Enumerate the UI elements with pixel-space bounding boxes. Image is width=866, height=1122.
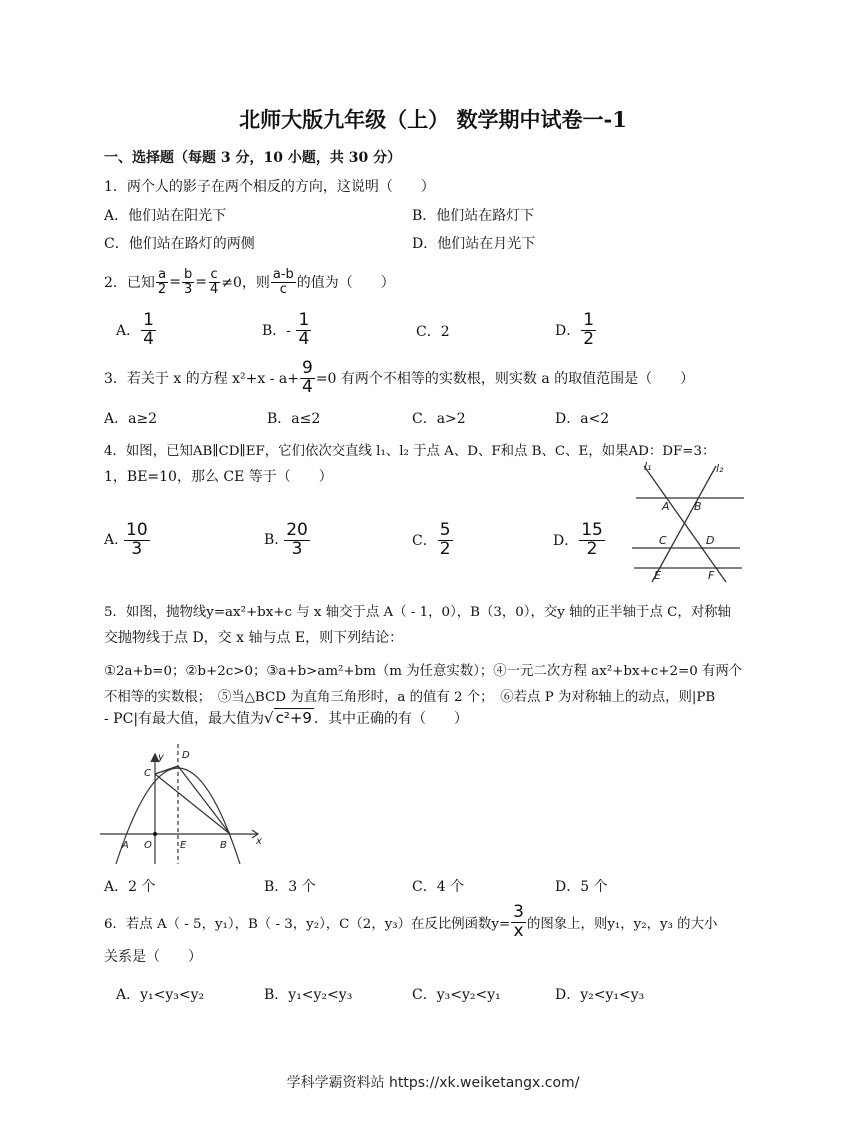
q2-frac-b3: $\frac{b}{3}$ [183,267,193,297]
segment-cd [155,766,178,774]
q6-stem-line1: 6．若点 A（ - 5，y₁），B（ - 3，y₂），C（2，y₃）在反比例函数y= $\frac{3}{x}$ 的图象上，则y₁，y₂，y₃ 的大小 [104,902,718,941]
svg-text:E: E [180,840,187,851]
svg-text:x: x [256,836,262,847]
q3-option-b: B．a≤2 [267,411,321,427]
q3-stem: 3．若关于 x 的方程 x²+x - a+ $\frac{9}{4}$ =0 有两个不相等的实数根，则实数 a 的取值范围是（ ） [104,358,695,397]
line-l1 [644,466,726,582]
q5-option-b: B．3 个 [264,879,316,895]
q5-option-a: A．2 个 [104,879,156,895]
q4-option-b: B. $\frac{20}{3}$ [264,520,308,559]
q3-option-c: C．a>2 [412,411,466,427]
segment-cb [155,774,230,834]
svg-text:A: A [122,840,129,851]
q2-frac-expr: $\frac{a-b}{c}$ [272,267,294,297]
svg-text:l₂: l₂ [716,462,724,475]
svg-text:B: B [694,500,702,513]
q2-option-a: A． $\frac{1}{4}$ [116,310,154,349]
q4-option-a: A. $\frac{10}{3}$ [104,520,148,559]
svg-text:l₁: l₁ [644,460,652,473]
q4-stem-line1: 4．如图，已知AB∥CD∥EF，它们依次交直线 l₁、l₂ 于点 A、D、F和点 B、C、E，如果AD：DF=3： [104,444,716,459]
q2-frac-a2: $\frac{a}{2}$ [157,267,167,297]
q1-option-a: A．他们站在阳光下 [104,208,227,224]
q4-option-c: C． $\frac{5}{2}$ [412,520,451,559]
sqrt-expression: √ c²+9 [264,709,312,727]
section-heading: 一、选择题（每题 3 分，10 小题，共 30 分） [104,150,402,166]
q5-option-d: D．5 个 [555,879,608,895]
q6-option-d: D．y₂<y₁<y₃ [555,987,645,1003]
q5-conclusions-line2: 不相等的实数根； ⑤当△BCD 为直角三角形时，a 的值有 2 个； ⑥若点 P 为对称轴上的动点，则|PB [104,690,716,705]
q3-option-a: A．a≥2 [104,411,158,427]
q1-stem: 1．两个人的影子在两个相反的方向，这说明（ ） [104,179,435,195]
q4-option-d: D． $\frac{15}{2}$ [553,520,603,559]
q4-parallel-lines-figure [632,458,747,584]
svg-text:A: A [662,500,670,513]
svg-text:O: O [144,840,152,851]
q6-option-b: B．y₁<y₂<y₃ [264,987,353,1003]
q5-stem-line1: 5．如图，抛物线y=ax²+bx+c 与 x 轴交于点 A（ - 1，0），B（3，0），交y 轴的正半轴于点 C，对称轴 [104,605,731,620]
q1-option-d: D．他们站在月光下 [412,236,536,252]
q5-stem-line2: 交抛物线于点 D，交 x 轴与点 E，则下列结论： [104,630,404,646]
q4-stem-line2: 1，BE=10，那么 CE 等于（ ） [104,469,333,485]
q3-option-d: D．a<2 [555,411,610,427]
q2-frac-c4: $\frac{c}{4}$ [209,267,219,297]
svg-text:C: C [659,534,667,547]
svg-text:D: D [182,750,190,761]
q6-option-a: A．y₁<y₃<y₂ [116,987,205,1003]
q2-option-b: B．- $\frac{1}{4}$ [262,310,310,349]
q5-option-c: C．4 个 [412,879,465,895]
svg-text:B: B [220,840,227,851]
svg-text:y: y [158,752,164,763]
q5-conclusions-line3: - PC|有最大值，最大值为 √ c²+9 ．其中正确的有（ ） [104,709,468,727]
footer-watermark: 学科学霸资料站 https://xk.weiketangx.com/ [286,1075,580,1091]
segment-db [178,766,230,834]
svg-text:D: D [706,534,715,547]
q2-option-d: D． $\frac{1}{2}$ [555,310,595,349]
page-title: 北师大版九年级（上） 数学期中试卷一-1 [239,107,627,132]
svg-text:F: F [708,569,715,582]
q6-option-c: C．y₃<y₂<y₁ [412,987,501,1003]
q1-option-b: B．他们站在路灯下 [412,208,535,224]
line-l2 [652,466,716,582]
q2-stem: 2．已知 $\frac{a}{2}$ = $\frac{b}{3}$ = $\frac{c}{4}$ ≠0，则 $\frac{a-b}{c}$ 的值为（ ） [104,267,395,297]
q2-option-c: C．2 [416,324,450,340]
q5-parabola-figure [98,742,266,866]
q1-option-c: C．他们站在路灯的两侧 [104,236,255,252]
svg-text:E: E [654,569,661,582]
svg-text:C: C [144,768,151,779]
q5-conclusions-line1: ①2a+b=0；②b+2c>0；③a+b>am²+bm（m 为任意实数）；④一元二次方程 ax²+bx+c+2=0 有两个 [104,664,743,679]
q6-stem-line2: 关系是（ ） [104,949,202,965]
